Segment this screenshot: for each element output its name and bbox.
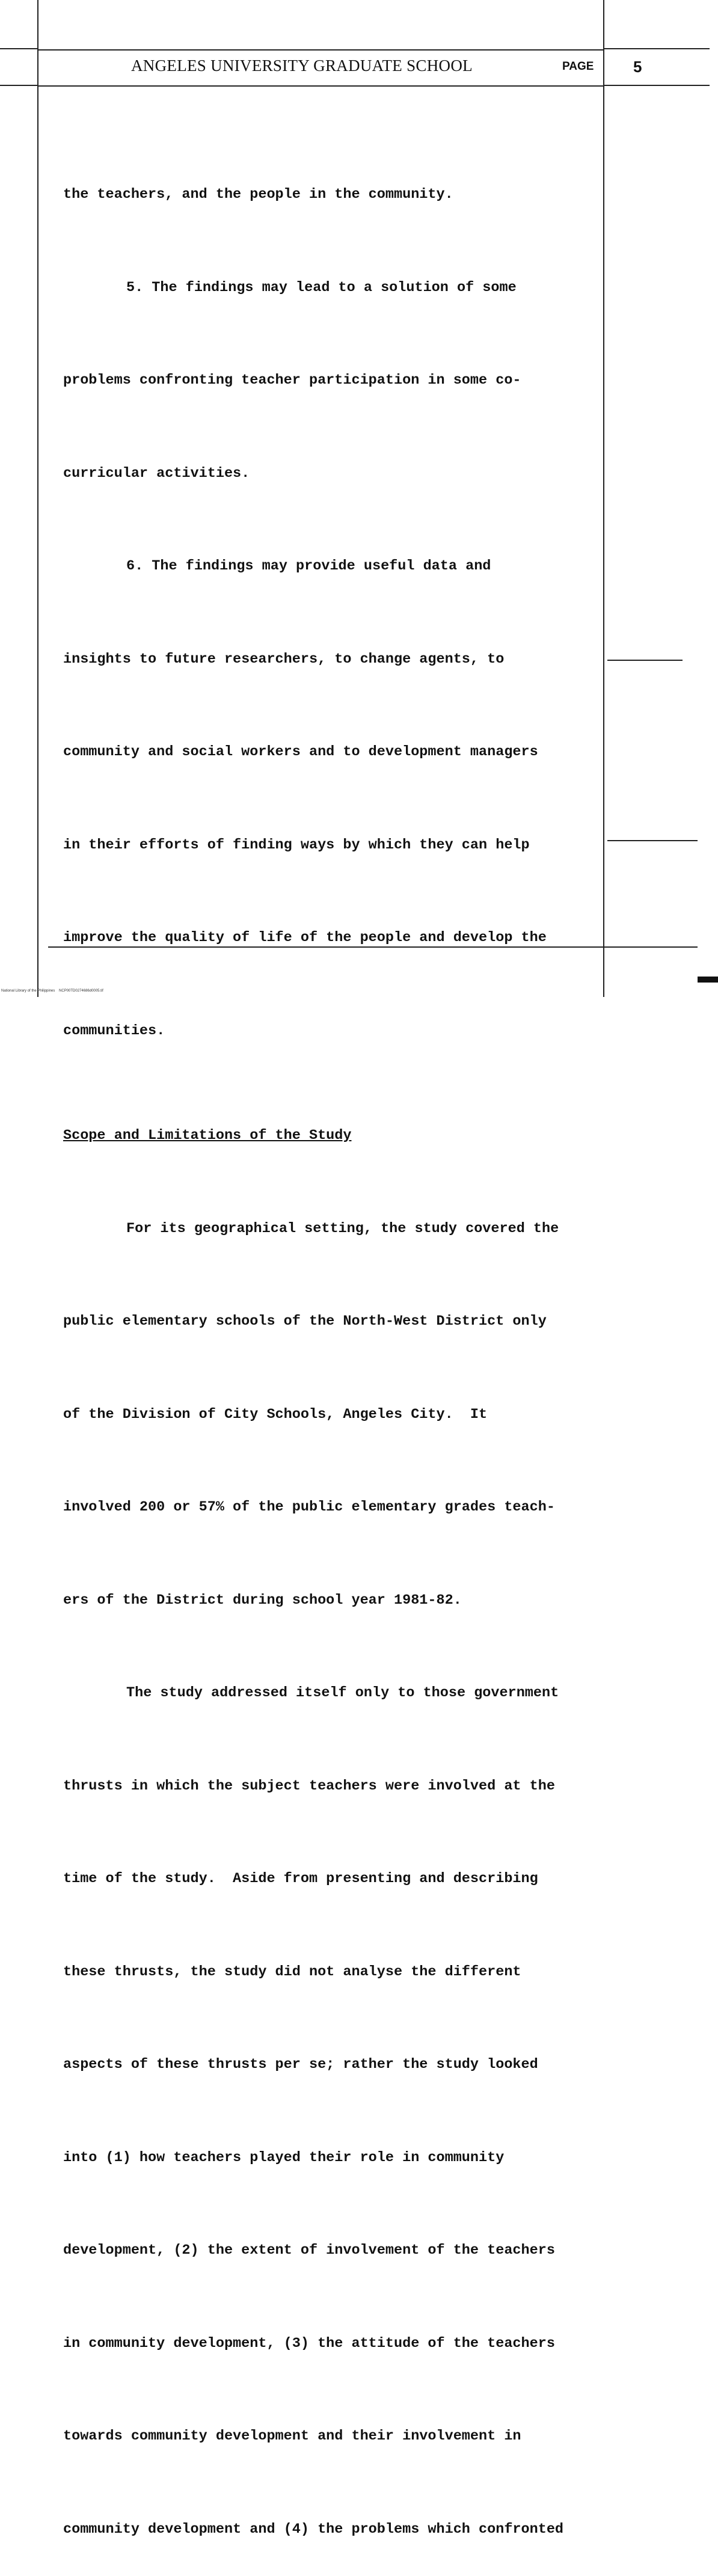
text-line: development, (2) the extent of involvement of the teachers: [63, 2242, 555, 2259]
text-line: 5. The findings may lead to a solution of some: [126, 279, 517, 296]
header-page-label: PAGE: [562, 60, 594, 73]
header-bottom-line-right: [604, 85, 710, 86]
header-top-line: [38, 49, 604, 51]
header-top-line-left: [0, 48, 38, 49]
text-line: into (1) how teachers played their role in community: [63, 2149, 505, 2166]
footer-note: National Library of the Philippines NCP00TD0274686d0005.tif: [1, 989, 103, 993]
text-line: ers of the District during school year 1981-82.: [63, 1592, 462, 1608]
header-page-number: 5: [633, 58, 642, 76]
header-top-line-right: [604, 48, 710, 49]
text-line: the teachers, and the people in the community.: [63, 186, 453, 203]
text-line: of the Division of City Schools, Angeles City. It: [63, 1406, 488, 1423]
text-line: The study addressed itself only to those government: [126, 1685, 559, 1701]
frame-left-line: [37, 0, 38, 997]
text-line: community development and (4) the problems which confronted: [63, 2521, 564, 2538]
text-line: problems confronting teacher participation in some co-: [63, 372, 521, 388]
text-line: aspects of these thrusts per se; rather the study looked: [63, 2056, 538, 2073]
text-line: public elementary schools of the North-West District only: [63, 1313, 547, 1329]
scan-mark: [698, 977, 718, 983]
text-line: these thrusts, the study did not analyse the different: [63, 1963, 521, 1980]
text-line: thrusts in which the subject teachers were involved at the: [63, 1777, 555, 1794]
text-line: time of the study. Aside from presenting and describing: [63, 1871, 538, 1887]
text-line: For its geographical setting, the study covered the: [126, 1220, 559, 1237]
text-line: towards community development and their involvement in: [63, 2428, 521, 2444]
header-bottom-line: [38, 85, 604, 87]
body-text: [63, 117, 616, 2576]
text-line: in community development, (3) the attitude of the teachers: [63, 2335, 555, 2352]
section-heading: Scope and Limitations of the Study: [63, 1127, 352, 1144]
header-bottom-line-left: [0, 85, 38, 86]
text-line: communities.: [63, 1022, 165, 1039]
text-line: involved 200 or 57% of the public elementary grades teach-: [63, 1499, 555, 1515]
margin-mark-1: [607, 660, 683, 661]
text-line: improve the quality of life of the people and develop the: [63, 930, 547, 946]
text-line: community and social workers and to development managers: [63, 744, 538, 760]
text-line: in their efforts of finding ways by which they can help: [63, 836, 530, 853]
text-line: curricular activities.: [63, 465, 250, 482]
header-title: ANGELES UNIVERSITY GRADUATE SCHOOL: [131, 57, 473, 75]
text-line: 6. The findings may provide useful data and: [126, 558, 491, 574]
text-line: insights to future researchers, to change agents, to: [63, 651, 505, 667]
margin-mark-2: [607, 840, 698, 841]
